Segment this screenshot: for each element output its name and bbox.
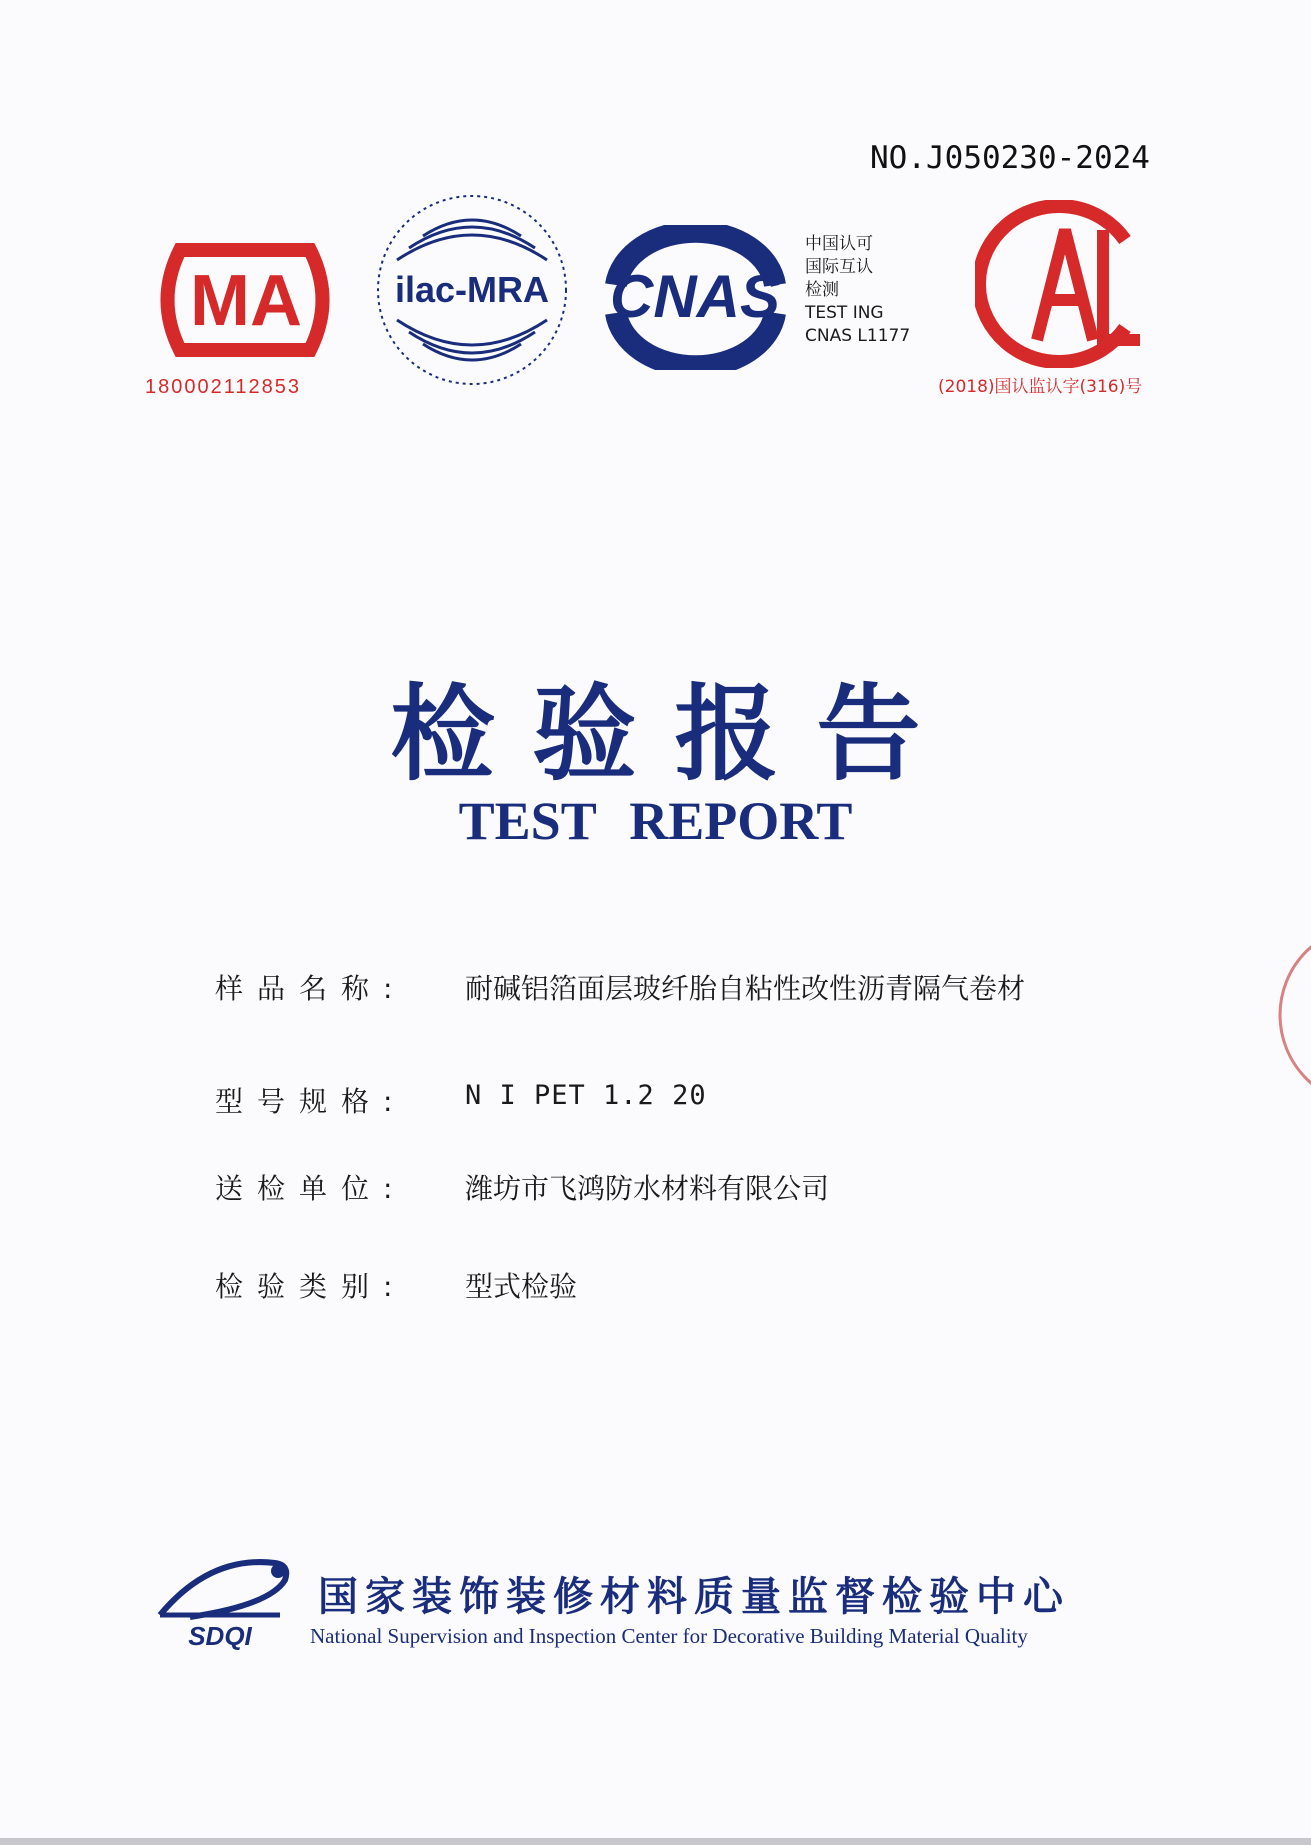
- center-name-english: National Supervision and Inspection Center for Decorative Building Material Quality: [310, 1624, 1028, 1648]
- title-chinese: 检验报告: [390, 673, 959, 795]
- cnas-line: TEST ING: [805, 303, 884, 323]
- cnas-logo: [598, 225, 793, 370]
- field-label: 送检单位:: [215, 1172, 407, 1205]
- title-english: TEST REPORT: [458, 791, 853, 851]
- cma-logo: [150, 240, 340, 360]
- field-label: 检验类别:: [215, 1270, 407, 1303]
- cnas-line: 检测: [805, 280, 839, 300]
- cal-logo: [975, 200, 1153, 368]
- field-value: 潍坊市飞鸿防水材料有限公司: [465, 1172, 830, 1205]
- seal-stamp-icon: [1275, 920, 1311, 1110]
- cnas-line: CNAS L1177: [805, 326, 911, 346]
- field-label: 型号规格:: [215, 1085, 407, 1118]
- field-value: 型式检验: [465, 1270, 578, 1303]
- center-name-chinese: 国家装饰装修材料质量监督检验中心: [318, 1574, 1070, 1620]
- cal-caption: (2018)国认监认字(316)号: [938, 377, 1143, 397]
- scan-edge-divider: [0, 1838, 1311, 1845]
- field-label: 样品名称:: [215, 972, 407, 1005]
- ilac-mra-logo: [375, 190, 570, 390]
- cnas-line: 中国认可: [805, 234, 873, 254]
- sdqi-logo: [150, 1545, 300, 1650]
- ilac-logo-text: ilac-MRA: [394, 269, 550, 310]
- cma-number: 180002112853: [145, 376, 301, 398]
- cma-logo-text: MA: [190, 261, 302, 341]
- field-value: N I PET 1.2 20: [465, 1080, 707, 1111]
- cnas-caption: [805, 233, 910, 348]
- report-number: NO.J050230-2024: [870, 140, 1150, 176]
- sdqi-logo-text: SDQI: [188, 1621, 252, 1650]
- cnas-logo-text: CNAS: [609, 263, 781, 330]
- cnas-line: 国际互认: [805, 257, 873, 277]
- field-value: 耐碱铝箔面层玻纤胎自粘性改性沥青隔气卷材: [465, 972, 1026, 1005]
